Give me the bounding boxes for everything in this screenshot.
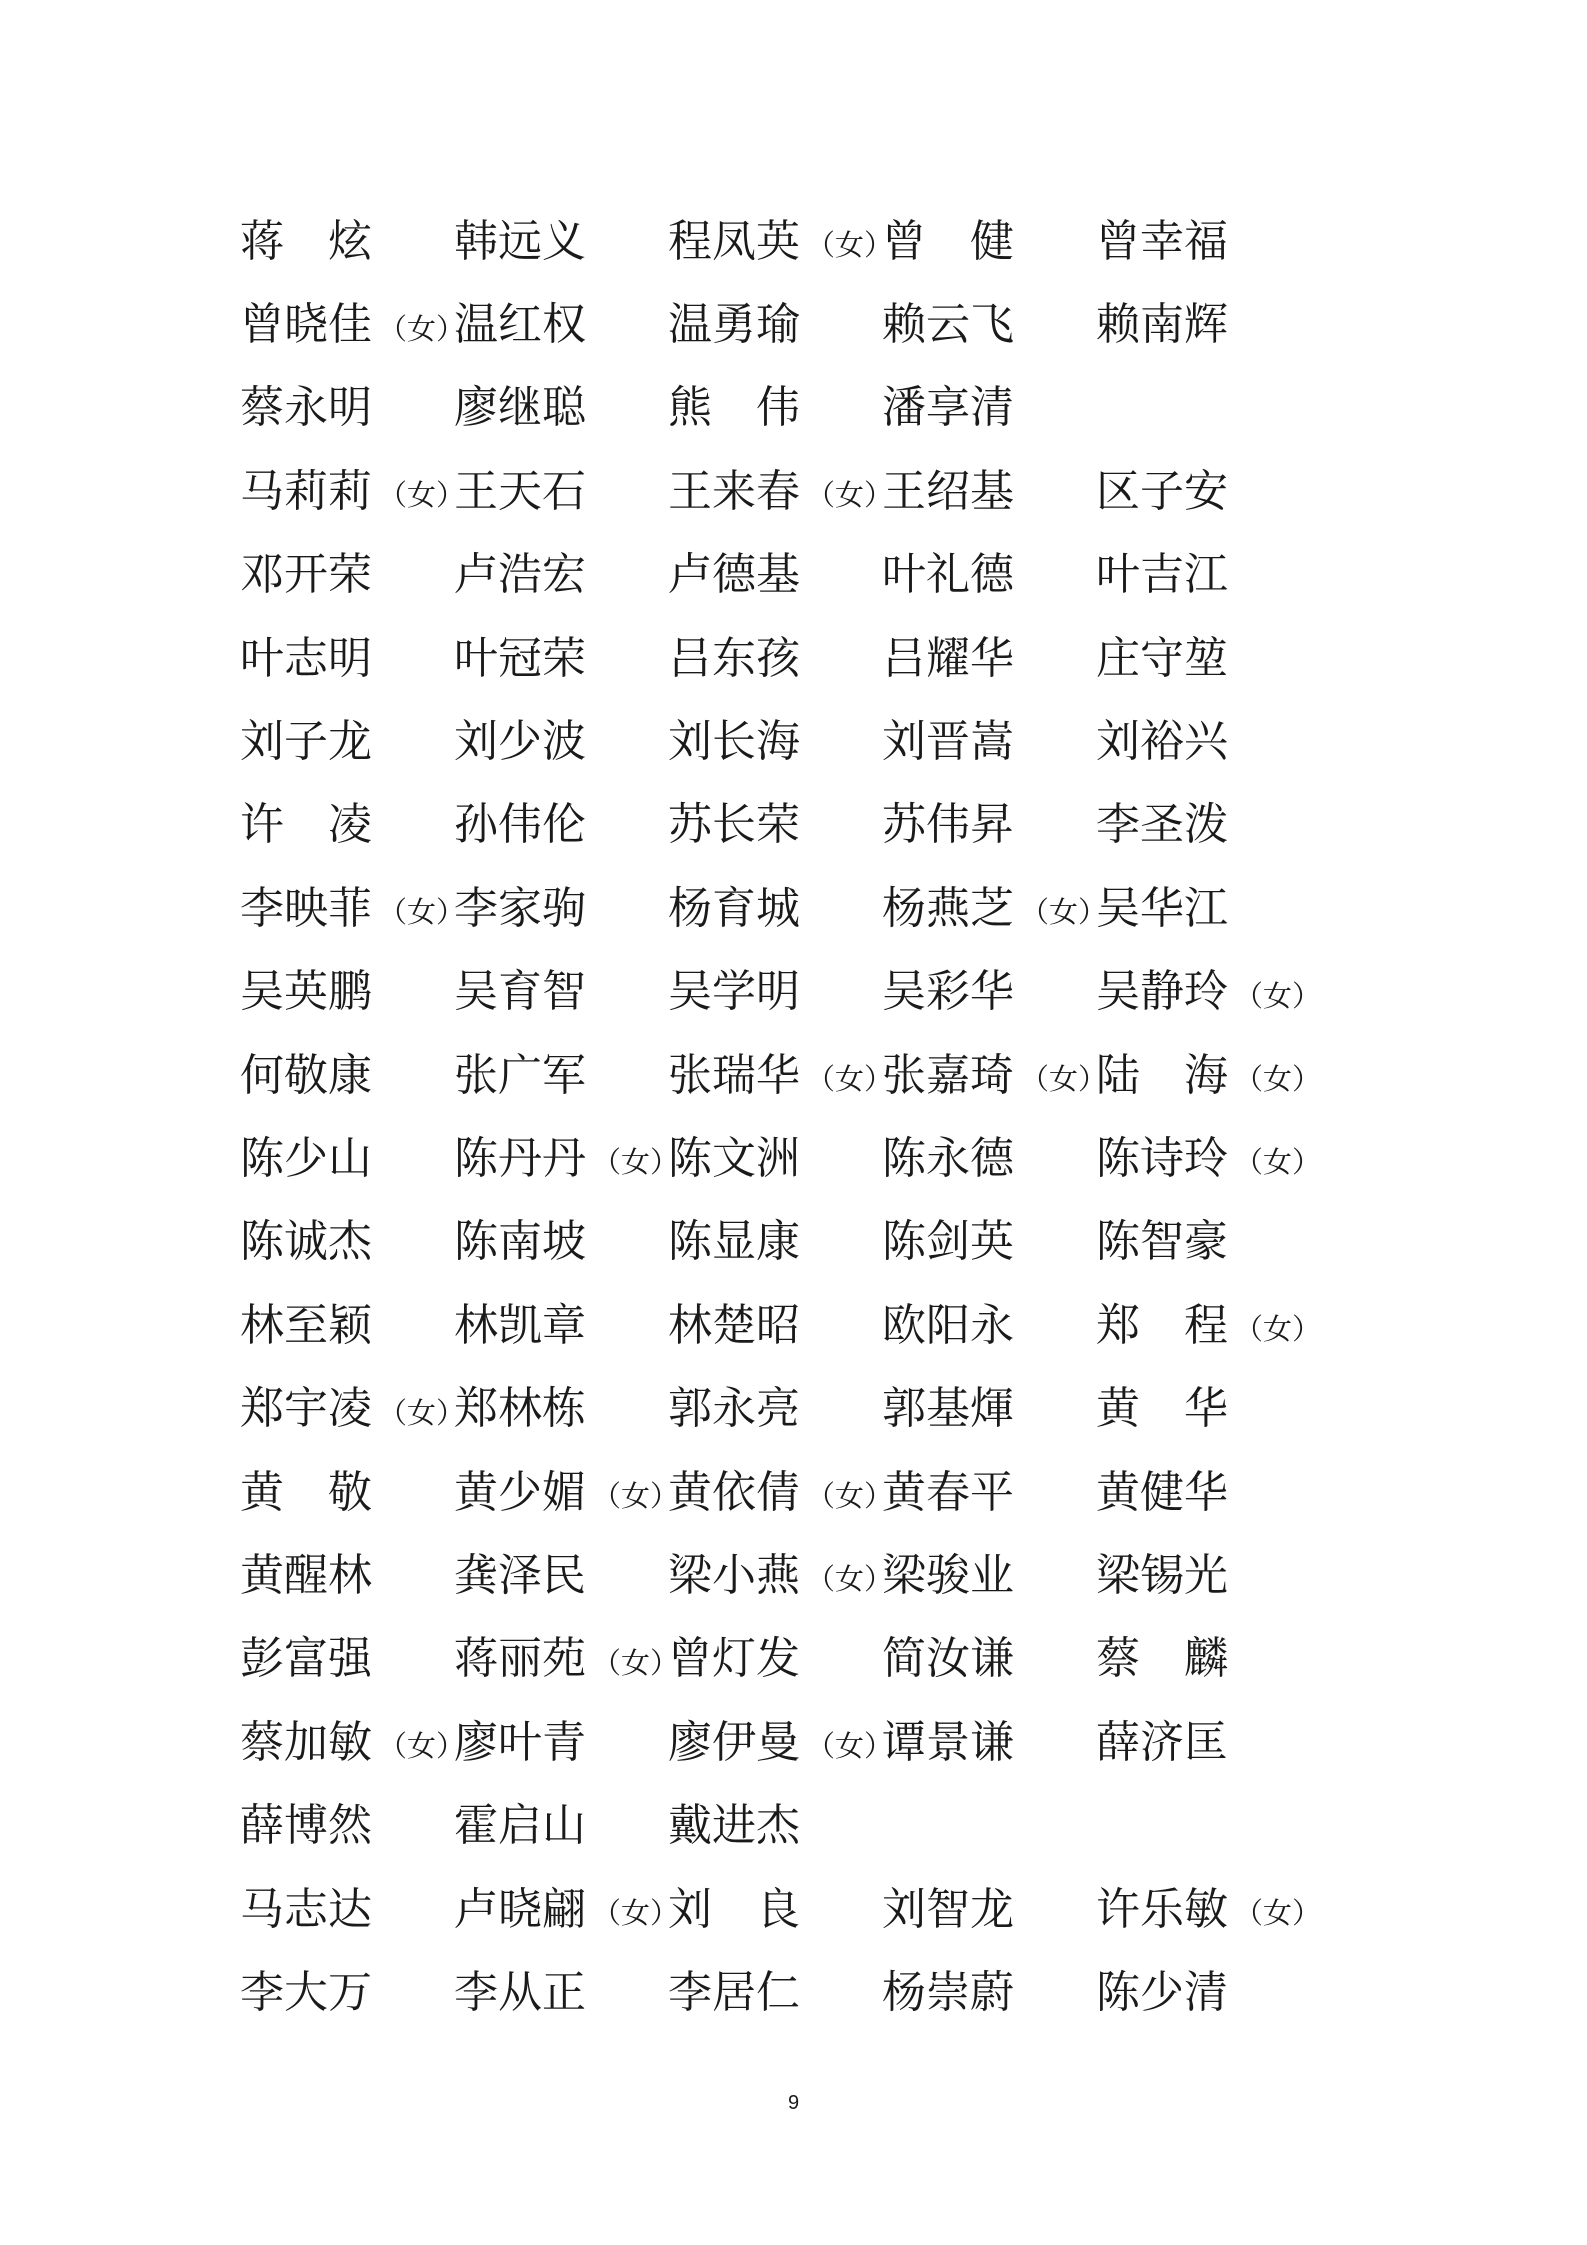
- name-row: [240, 1201, 1360, 1284]
- person-name: 戴进杰: [668, 1800, 800, 1852]
- name-row: [240, 534, 1360, 617]
- person-name: 李圣泼: [1096, 799, 1228, 851]
- name-entry: [882, 450, 1096, 533]
- person-name: 曾幸福: [1096, 215, 1228, 267]
- gender-note: （女）: [806, 478, 894, 513]
- gender-note: （女）: [378, 478, 466, 513]
- name-entry: [882, 1034, 1108, 1117]
- person-name: 李映菲: [240, 882, 372, 934]
- person-name: 蒋丽苑: [454, 1633, 586, 1685]
- name-list: [240, 200, 1360, 2035]
- person-name: 李居仁: [668, 1966, 800, 2018]
- gender-note: （女）: [378, 1729, 466, 1764]
- name-entry: [454, 200, 668, 283]
- name-entry: [240, 951, 454, 1034]
- person-name: 马志达: [240, 1883, 372, 1935]
- person-name: 卢德基: [668, 549, 800, 601]
- name-entry: [454, 867, 668, 950]
- person-name: 程凤英: [668, 215, 800, 267]
- person-name: 吴育智: [454, 966, 586, 1018]
- name-entry: [240, 867, 466, 950]
- name-entry: [454, 784, 668, 867]
- name-entry: [240, 700, 454, 783]
- gender-note: （女）: [592, 1479, 680, 1514]
- name-entry: [1096, 367, 1310, 450]
- person-name: 刘 良: [668, 1883, 800, 1935]
- person-name: 李家驹: [454, 882, 586, 934]
- name-entry: [240, 1701, 466, 1784]
- person-name: 温勇瑜: [668, 299, 800, 351]
- name-entry: [1096, 1534, 1310, 1617]
- person-name: 韩远义: [454, 215, 586, 267]
- name-row: [240, 617, 1360, 700]
- person-name: 刘长海: [668, 716, 800, 768]
- name-entry: [1096, 1618, 1310, 1701]
- gender-note: （女）: [1234, 1062, 1322, 1097]
- name-entry: [668, 1868, 882, 1951]
- name-entry: [882, 1951, 1096, 2034]
- name-entry: [454, 1034, 668, 1117]
- gender-note: （女）: [378, 311, 466, 346]
- name-entry: [454, 450, 668, 533]
- gender-note: （女）: [592, 1645, 680, 1680]
- person-name: 许 凌: [240, 799, 372, 851]
- name-entry: [882, 1117, 1096, 1200]
- name-row: [240, 283, 1360, 366]
- person-name: 叶吉江: [1096, 549, 1228, 601]
- name-entry: [668, 1618, 882, 1701]
- name-entry: [1096, 700, 1310, 783]
- name-entry: [668, 1201, 882, 1284]
- name-entry: [454, 1284, 668, 1367]
- person-name: 吴彩华: [882, 966, 1014, 1018]
- name-entry: [1096, 1201, 1310, 1284]
- name-entry: [1096, 951, 1322, 1034]
- person-name: 黄春平: [882, 1466, 1014, 1518]
- name-entry: [1096, 1284, 1322, 1367]
- person-name: 马莉莉: [240, 465, 372, 517]
- person-name: 薛济匡: [1096, 1716, 1228, 1768]
- person-name: 叶志明: [240, 632, 372, 684]
- person-name: 谭景谦: [882, 1716, 1014, 1768]
- name-entry: [668, 867, 882, 950]
- person-name: 刘智龙: [882, 1883, 1014, 1935]
- name-row: [240, 700, 1360, 783]
- name-entry: [454, 1868, 680, 1951]
- person-name: 李从正: [454, 1966, 586, 2018]
- gender-note: （女）: [806, 1729, 894, 1764]
- name-row: [240, 1784, 1360, 1867]
- name-entry: [240, 1534, 454, 1617]
- gender-note: （女）: [1020, 895, 1108, 930]
- gender-note: （女）: [806, 1062, 894, 1097]
- person-name: 温红权: [454, 299, 586, 351]
- name-entry: [668, 1451, 894, 1534]
- name-entry: [668, 951, 882, 1034]
- name-row: [240, 1284, 1360, 1367]
- name-entry: [454, 617, 668, 700]
- gender-note: （女）: [378, 895, 466, 930]
- name-entry: [454, 1784, 668, 1867]
- gender-note: （女）: [1020, 1062, 1108, 1097]
- person-name: 梁小燕: [668, 1549, 800, 1601]
- person-name: 吕东孩: [668, 632, 800, 684]
- name-entry: [1096, 450, 1310, 533]
- person-name: 蔡 麟: [1096, 1633, 1228, 1685]
- person-name: 廖伊曼: [668, 1716, 800, 1768]
- gender-note: （女）: [806, 1562, 894, 1597]
- person-name: 庄守堃: [1096, 632, 1228, 684]
- name-entry: [882, 700, 1096, 783]
- name-entry: [240, 1367, 466, 1450]
- name-entry: [240, 534, 454, 617]
- name-entry: [1096, 283, 1310, 366]
- person-name: 陈文洲: [668, 1132, 800, 1184]
- name-entry: [882, 951, 1096, 1034]
- name-entry: [240, 1784, 454, 1867]
- person-name: 刘子龙: [240, 716, 372, 768]
- person-name: 王绍基: [882, 465, 1014, 517]
- name-row: [240, 784, 1360, 867]
- name-entry: [454, 1534, 668, 1617]
- name-entry: [882, 534, 1096, 617]
- name-row: [240, 450, 1360, 533]
- person-name: 吕耀华: [882, 632, 1014, 684]
- person-name: 廖叶青: [454, 1716, 586, 1768]
- name-entry: [240, 784, 454, 867]
- gender-note: （女）: [592, 1145, 680, 1180]
- name-row: [240, 1534, 1360, 1617]
- person-name: 蔡加敏: [240, 1716, 372, 1768]
- name-row: [240, 200, 1360, 283]
- name-entry: [882, 283, 1096, 366]
- person-name: 黄 敬: [240, 1466, 372, 1518]
- name-entry: [240, 1451, 454, 1534]
- name-entry: [668, 534, 882, 617]
- person-name: 陈少山: [240, 1132, 372, 1184]
- person-name: 李大万: [240, 1966, 372, 2018]
- name-entry: [240, 450, 466, 533]
- name-entry: [454, 1451, 680, 1534]
- person-name: 梁锡光: [1096, 1549, 1228, 1601]
- name-entry: [240, 200, 454, 283]
- name-row: [240, 1117, 1360, 1200]
- name-entry: [668, 1534, 894, 1617]
- person-name: 张瑞华: [668, 1049, 800, 1101]
- gender-note: （女）: [378, 1395, 466, 1430]
- name-entry: [668, 700, 882, 783]
- person-name: 陈显康: [668, 1216, 800, 1268]
- name-entry: [1096, 534, 1310, 617]
- person-name: 张嘉琦: [882, 1049, 1014, 1101]
- name-entry: [240, 1201, 454, 1284]
- person-name: 叶冠荣: [454, 632, 586, 684]
- name-entry: [454, 1367, 668, 1450]
- person-name: 黄 华: [1096, 1383, 1228, 1435]
- name-entry: [882, 200, 1096, 283]
- person-name: 叶礼德: [882, 549, 1014, 601]
- person-name: 苏长荣: [668, 799, 800, 851]
- person-name: 卢晓翩: [454, 1883, 586, 1935]
- person-name: 林楚昭: [668, 1299, 800, 1351]
- person-name: 吴静玲: [1096, 966, 1228, 1018]
- name-entry: [1096, 1701, 1310, 1784]
- person-name: 王来春: [668, 465, 800, 517]
- person-name: 曾 健: [882, 215, 1014, 267]
- page-number: 9: [787, 2092, 800, 2114]
- name-entry: [454, 1701, 668, 1784]
- name-entry: [454, 1951, 668, 2034]
- gender-note: （女）: [806, 1479, 894, 1514]
- person-name: 黄健华: [1096, 1466, 1228, 1518]
- person-name: 苏伟昇: [882, 799, 1014, 851]
- name-entry: [882, 1284, 1096, 1367]
- person-name: 赖云飞: [882, 299, 1014, 351]
- name-entry: [1096, 784, 1310, 867]
- name-entry: [240, 1117, 454, 1200]
- name-entry: [454, 951, 668, 1034]
- gender-note: （女）: [1234, 1896, 1322, 1930]
- name-entry: [668, 784, 882, 867]
- name-entry: [1096, 1034, 1322, 1117]
- name-entry: [454, 367, 668, 450]
- person-name: 赖南辉: [1096, 299, 1228, 351]
- name-entry: [668, 200, 894, 283]
- name-entry: [240, 367, 454, 450]
- person-name: 杨燕芝: [882, 882, 1014, 934]
- gender-note: （女）: [592, 1896, 680, 1930]
- name-entry: [882, 1367, 1096, 1450]
- person-name: 霍启山: [454, 1800, 586, 1852]
- gender-note: （女）: [806, 228, 894, 263]
- person-name: 孙伟伦: [454, 799, 586, 851]
- person-name: 陈丹丹: [454, 1132, 586, 1184]
- name-entry: [668, 1784, 882, 1867]
- person-name: 郑宇凌: [240, 1383, 372, 1435]
- name-entry: [454, 283, 668, 366]
- person-name: 曾灯发: [668, 1633, 800, 1685]
- person-name: 曾晓佳: [240, 299, 372, 351]
- person-name: 陈诚杰: [240, 1216, 372, 1268]
- person-name: 龚泽民: [454, 1549, 586, 1601]
- name-entry: [668, 450, 894, 533]
- person-name: 刘晋嵩: [882, 716, 1014, 768]
- person-name: 陈剑英: [882, 1216, 1014, 1268]
- name-entry: [454, 534, 668, 617]
- person-name: 张广军: [454, 1049, 586, 1101]
- person-name: 陈智豪: [1096, 1216, 1228, 1268]
- gender-note: （女）: [1234, 978, 1322, 1013]
- name-entry: [668, 1701, 894, 1784]
- name-entry: [240, 1034, 454, 1117]
- name-entry: [1096, 1117, 1322, 1200]
- person-name: 蔡永明: [240, 382, 372, 434]
- name-entry: [668, 1034, 894, 1117]
- person-name: 杨育城: [668, 882, 800, 934]
- name-entry: [882, 617, 1096, 700]
- name-entry: [668, 367, 882, 450]
- name-entry: [882, 367, 1096, 450]
- person-name: 吴学明: [668, 966, 800, 1018]
- name-entry: [240, 1951, 454, 2034]
- name-row: [240, 1034, 1360, 1117]
- name-entry: [668, 1117, 882, 1200]
- name-entry: [1096, 1367, 1310, 1450]
- person-name: 杨崇蔚: [882, 1966, 1014, 2018]
- name-entry: [454, 1117, 680, 1200]
- person-name: 薛博然: [240, 1800, 372, 1852]
- person-name: 欧阳永: [882, 1299, 1014, 1351]
- person-name: 卢浩宏: [454, 549, 586, 601]
- name-entry: [668, 1951, 882, 2034]
- name-entry: [882, 1451, 1096, 1534]
- person-name: 梁骏业: [882, 1549, 1014, 1601]
- name-entry: [240, 283, 466, 366]
- name-row: [240, 1618, 1360, 1701]
- name-entry: [1096, 1451, 1310, 1534]
- name-entry: [668, 283, 882, 366]
- name-entry: [454, 700, 668, 783]
- name-entry: [1096, 1868, 1322, 1951]
- person-name: 彭富强: [240, 1633, 372, 1685]
- person-name: 吴英鹏: [240, 966, 372, 1018]
- person-name: 郑林栋: [454, 1383, 586, 1435]
- name-entry: [882, 1618, 1096, 1701]
- person-name: 吴华江: [1096, 882, 1228, 934]
- person-name: 陈南坡: [454, 1216, 586, 1268]
- name-entry: [1096, 1951, 1310, 2034]
- name-entry: [882, 784, 1096, 867]
- person-name: 潘享清: [882, 382, 1014, 434]
- name-entry: [882, 1534, 1096, 1617]
- name-entry: [240, 1868, 454, 1951]
- name-entry: [1096, 617, 1310, 700]
- person-name: 刘裕兴: [1096, 716, 1228, 768]
- name-entry: [454, 1618, 680, 1701]
- name-row: [240, 1367, 1360, 1450]
- person-name: 熊 伟: [668, 382, 800, 434]
- person-name: 王天石: [454, 465, 586, 517]
- name-entry: [1096, 867, 1310, 950]
- name-row: [240, 951, 1360, 1034]
- name-entry: [240, 1618, 454, 1701]
- person-name: 黄依倩: [668, 1466, 800, 1518]
- person-name: 黄少媚: [454, 1466, 586, 1518]
- name-entry: [454, 1201, 668, 1284]
- person-name: 黄醒林: [240, 1549, 372, 1601]
- person-name: 陆 海: [1096, 1049, 1228, 1101]
- person-name: 陈诗玲: [1096, 1132, 1228, 1184]
- gender-note: （女）: [1234, 1312, 1322, 1347]
- name-entry: [882, 867, 1108, 950]
- gender-note: （女）: [1234, 1145, 1322, 1180]
- name-entry: [1096, 1784, 1310, 1867]
- person-name: 刘少波: [454, 716, 586, 768]
- person-name: 郑 程: [1096, 1299, 1228, 1351]
- person-name: 林至颖: [240, 1299, 372, 1351]
- person-name: 何敬康: [240, 1049, 372, 1101]
- person-name: 廖继聪: [454, 382, 586, 434]
- person-name: 郭基煇: [882, 1383, 1014, 1435]
- name-row: [240, 1451, 1360, 1534]
- name-entry: [240, 1284, 454, 1367]
- person-name: 陈永德: [882, 1132, 1014, 1184]
- name-row: [240, 1701, 1360, 1784]
- name-entry: [882, 1868, 1096, 1951]
- name-entry: [668, 1284, 882, 1367]
- name-entry: [882, 1701, 1096, 1784]
- name-row: [240, 1868, 1360, 1951]
- person-name: 陈少清: [1096, 1966, 1228, 2018]
- name-entry: [882, 1201, 1096, 1284]
- name-entry: [668, 617, 882, 700]
- name-row: [240, 367, 1360, 450]
- person-name: 林凯章: [454, 1299, 586, 1351]
- person-name: 蒋 炫: [240, 215, 372, 267]
- name-entry: [668, 1367, 882, 1450]
- person-name: 郭永亮: [668, 1383, 800, 1435]
- person-name: 区子安: [1096, 465, 1228, 517]
- name-entry: [882, 1784, 1096, 1867]
- person-name: 许乐敏: [1096, 1883, 1228, 1935]
- person-name: 邓开荣: [240, 549, 372, 601]
- person-name: 简汝谦: [882, 1633, 1014, 1685]
- name-row: [240, 1951, 1360, 2034]
- name-row: [240, 867, 1360, 950]
- name-entry: [1096, 200, 1310, 283]
- name-entry: [240, 617, 454, 700]
